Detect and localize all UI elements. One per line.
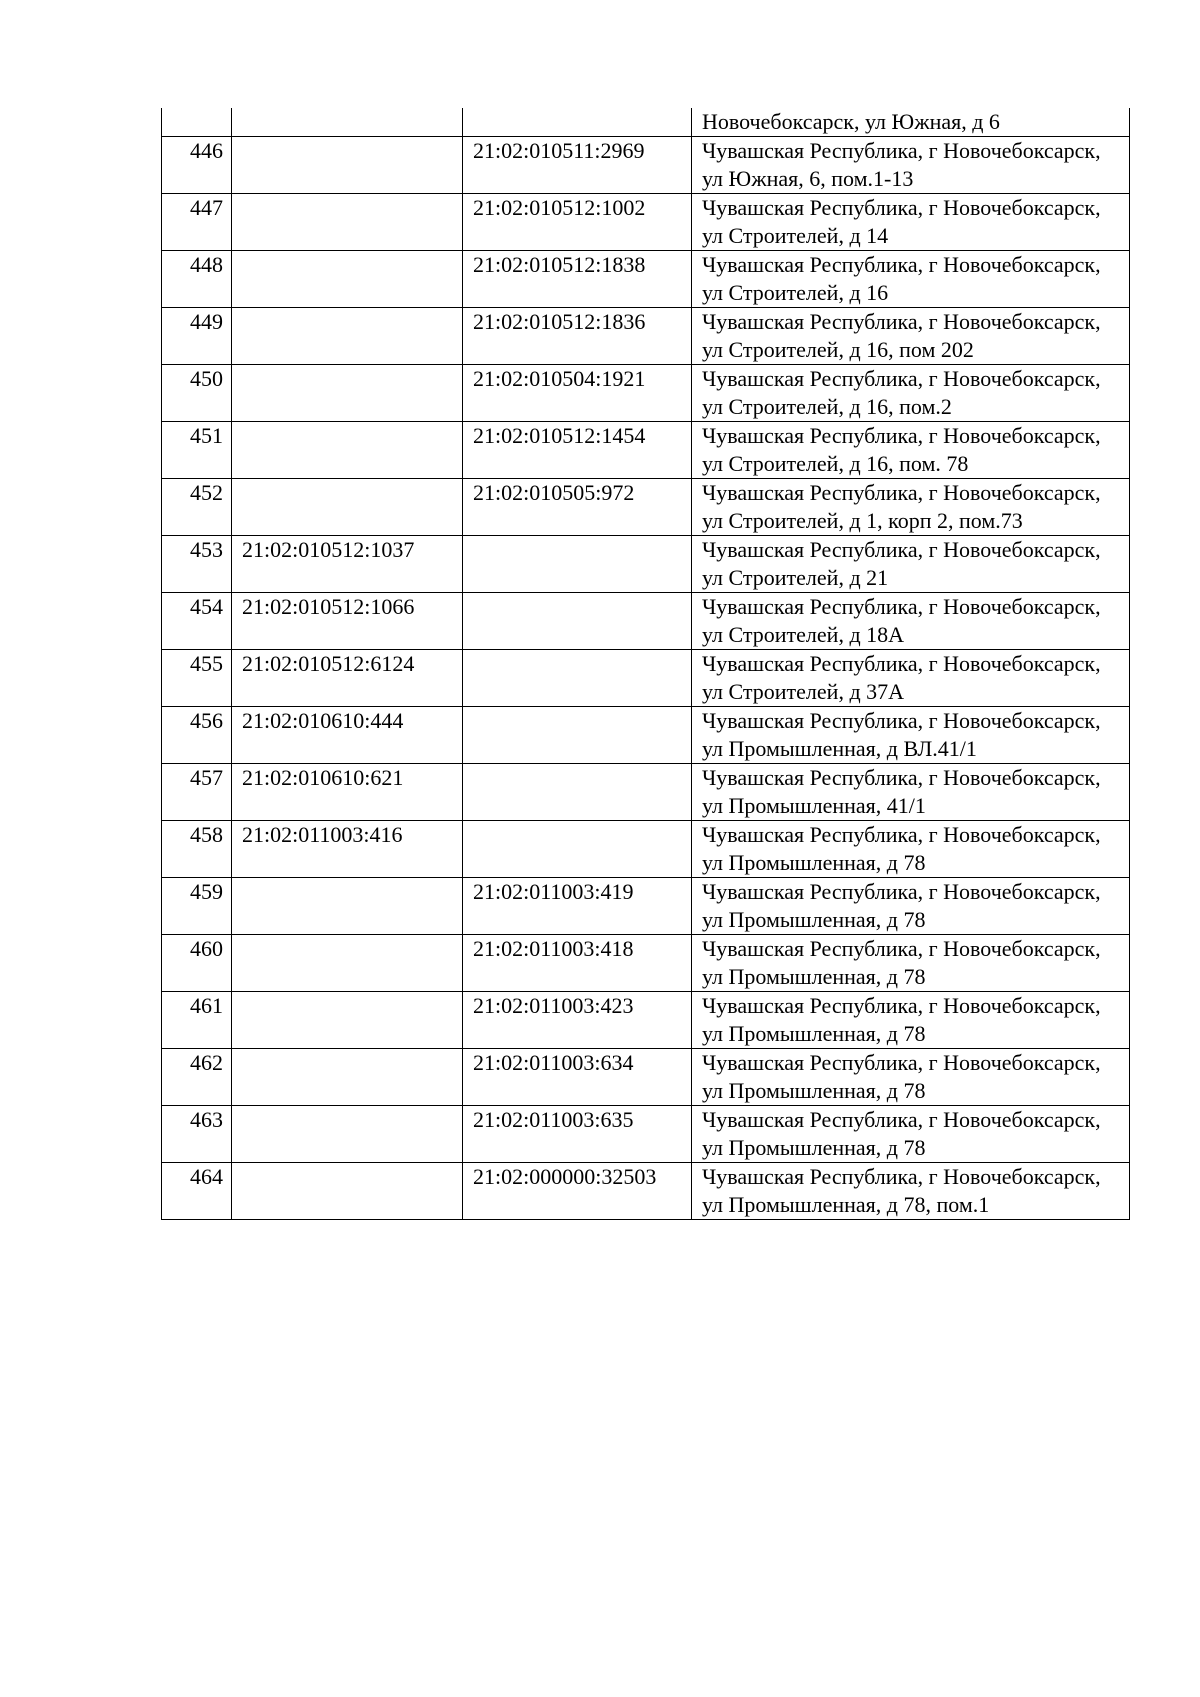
object-cadastral-number: 21:02:010511:2969 bbox=[463, 137, 692, 194]
object-cadastral-number: 21:02:000000:32503 bbox=[463, 1163, 692, 1220]
row-number: 460 bbox=[162, 935, 232, 992]
land-cadastral-number: 21:02:010512:6124 bbox=[232, 650, 463, 707]
object-cadastral-number: 21:02:010504:1921 bbox=[463, 365, 692, 422]
table-row bbox=[162, 308, 1130, 365]
address: Чувашская Республика, г Новочебоксарск, ул Строителей, д 1, корп 2, пом.73 bbox=[692, 479, 1130, 536]
address: Чувашская Республика, г Новочебоксарск, ул Промышленная, д 78 bbox=[692, 1106, 1130, 1163]
object-cadastral-number: 21:02:011003:634 bbox=[463, 1049, 692, 1106]
land-cadastral-number bbox=[232, 1163, 463, 1220]
table-row bbox=[162, 878, 1130, 935]
address: Чувашская Республика, г Новочебоксарск, ул Промышленная, д 78, пом.1 bbox=[692, 1163, 1130, 1220]
land-cadastral-number bbox=[232, 1106, 463, 1163]
object-cadastral-number bbox=[463, 536, 692, 593]
row-number: 452 bbox=[162, 479, 232, 536]
object-cadastral-number bbox=[463, 108, 692, 137]
table-row bbox=[162, 821, 1130, 878]
address: Чувашская Республика, г Новочебоксарск, ул Промышленная, 41/1 bbox=[692, 764, 1130, 821]
table-row bbox=[162, 1106, 1130, 1163]
table-row bbox=[162, 479, 1130, 536]
land-cadastral-number bbox=[232, 251, 463, 308]
row-number: 463 bbox=[162, 1106, 232, 1163]
address: Чувашская Республика, г Новочебоксарск, ул Строителей, д 16 bbox=[692, 251, 1130, 308]
address: Чувашская Республика, г Новочебоксарск, ул Строителей, д 16, пом.2 bbox=[692, 365, 1130, 422]
land-cadastral-number: 21:02:010512:1066 bbox=[232, 593, 463, 650]
object-cadastral-number: 21:02:011003:423 bbox=[463, 992, 692, 1049]
address: Чувашская Республика, г Новочебоксарск, ул Строителей, д 16, пом 202 bbox=[692, 308, 1130, 365]
address: Чувашская Республика, г Новочебоксарск, ул Южная, 6, пом.1-13 bbox=[692, 137, 1130, 194]
land-cadastral-number: 21:02:010610:621 bbox=[232, 764, 463, 821]
address: Чувашская Республика, г Новочебоксарск, ул Промышленная, д 78 bbox=[692, 821, 1130, 878]
land-cadastral-number bbox=[232, 108, 463, 137]
object-cadastral-number: 21:02:011003:635 bbox=[463, 1106, 692, 1163]
table-row bbox=[162, 935, 1130, 992]
row-number: 458 bbox=[162, 821, 232, 878]
table-row bbox=[162, 1049, 1130, 1106]
address: Чувашская Республика, г Новочебоксарск, ул Строителей, д 14 bbox=[692, 194, 1130, 251]
object-cadastral-number: 21:02:010512:1002 bbox=[463, 194, 692, 251]
row-number: 448 bbox=[162, 251, 232, 308]
row-number: 457 bbox=[162, 764, 232, 821]
table-row bbox=[162, 251, 1130, 308]
land-cadastral-number bbox=[232, 992, 463, 1049]
address: Чувашская Республика, г Новочебоксарск, ул Строителей, д 21 bbox=[692, 536, 1130, 593]
object-cadastral-number bbox=[463, 707, 692, 764]
object-cadastral-number: 21:02:010512:1454 bbox=[463, 422, 692, 479]
row-number: 461 bbox=[162, 992, 232, 1049]
object-cadastral-number bbox=[463, 650, 692, 707]
land-cadastral-number bbox=[232, 878, 463, 935]
table-row bbox=[162, 108, 1130, 137]
row-number: 456 bbox=[162, 707, 232, 764]
land-cadastral-number: 21:02:011003:416 bbox=[232, 821, 463, 878]
row-number: 446 bbox=[162, 137, 232, 194]
address: Чувашская Республика, г Новочебоксарск, ул Промышленная, д 78 bbox=[692, 1049, 1130, 1106]
table-row bbox=[162, 422, 1130, 479]
table-row bbox=[162, 365, 1130, 422]
registry-table bbox=[161, 108, 1130, 1220]
land-cadastral-number bbox=[232, 137, 463, 194]
table-row bbox=[162, 194, 1130, 251]
table-row bbox=[162, 536, 1130, 593]
address: Чувашская Республика, г Новочебоксарск, ул Промышленная, д ВЛ.41/1 bbox=[692, 707, 1130, 764]
object-cadastral-number: 21:02:011003:418 bbox=[463, 935, 692, 992]
object-cadastral-number bbox=[463, 764, 692, 821]
address: Новочебоксарск, ул Южная, д 6 bbox=[692, 108, 1130, 137]
address: Чувашская Республика, г Новочебоксарск, ул Строителей, д 37А bbox=[692, 650, 1130, 707]
land-cadastral-number bbox=[232, 194, 463, 251]
land-cadastral-number bbox=[232, 1049, 463, 1106]
row-number: 449 bbox=[162, 308, 232, 365]
table-row bbox=[162, 650, 1130, 707]
land-cadastral-number bbox=[232, 308, 463, 365]
object-cadastral-number: 21:02:010512:1838 bbox=[463, 251, 692, 308]
row-number: 464 bbox=[162, 1163, 232, 1220]
row-number: 462 bbox=[162, 1049, 232, 1106]
row-number bbox=[162, 108, 232, 137]
table-row bbox=[162, 764, 1130, 821]
row-number: 459 bbox=[162, 878, 232, 935]
land-cadastral-number bbox=[232, 479, 463, 536]
row-number: 453 bbox=[162, 536, 232, 593]
address: Чувашская Республика, г Новочебоксарск, ул Строителей, д 16, пом. 78 bbox=[692, 422, 1130, 479]
table-row bbox=[162, 992, 1130, 1049]
table-row bbox=[162, 593, 1130, 650]
row-number: 455 bbox=[162, 650, 232, 707]
table-row bbox=[162, 707, 1130, 764]
object-cadastral-number: 21:02:010505:972 bbox=[463, 479, 692, 536]
land-cadastral-number: 21:02:010512:1037 bbox=[232, 536, 463, 593]
table-row bbox=[162, 1163, 1130, 1220]
row-number: 454 bbox=[162, 593, 232, 650]
object-cadastral-number bbox=[463, 821, 692, 878]
land-cadastral-number bbox=[232, 422, 463, 479]
address: Чувашская Республика, г Новочебоксарск, ул Строителей, д 18А bbox=[692, 593, 1130, 650]
object-cadastral-number: 21:02:010512:1836 bbox=[463, 308, 692, 365]
table-row bbox=[162, 137, 1130, 194]
address: Чувашская Республика, г Новочебоксарск, ул Промышленная, д 78 bbox=[692, 935, 1130, 992]
registry-table-body bbox=[162, 108, 1130, 1220]
object-cadastral-number: 21:02:011003:419 bbox=[463, 878, 692, 935]
land-cadastral-number bbox=[232, 365, 463, 422]
object-cadastral-number bbox=[463, 593, 692, 650]
address: Чувашская Республика, г Новочебоксарск, ул Промышленная, д 78 bbox=[692, 878, 1130, 935]
row-number: 447 bbox=[162, 194, 232, 251]
row-number: 451 bbox=[162, 422, 232, 479]
row-number: 450 bbox=[162, 365, 232, 422]
land-cadastral-number bbox=[232, 935, 463, 992]
land-cadastral-number: 21:02:010610:444 bbox=[232, 707, 463, 764]
address: Чувашская Республика, г Новочебоксарск, ул Промышленная, д 78 bbox=[692, 992, 1130, 1049]
